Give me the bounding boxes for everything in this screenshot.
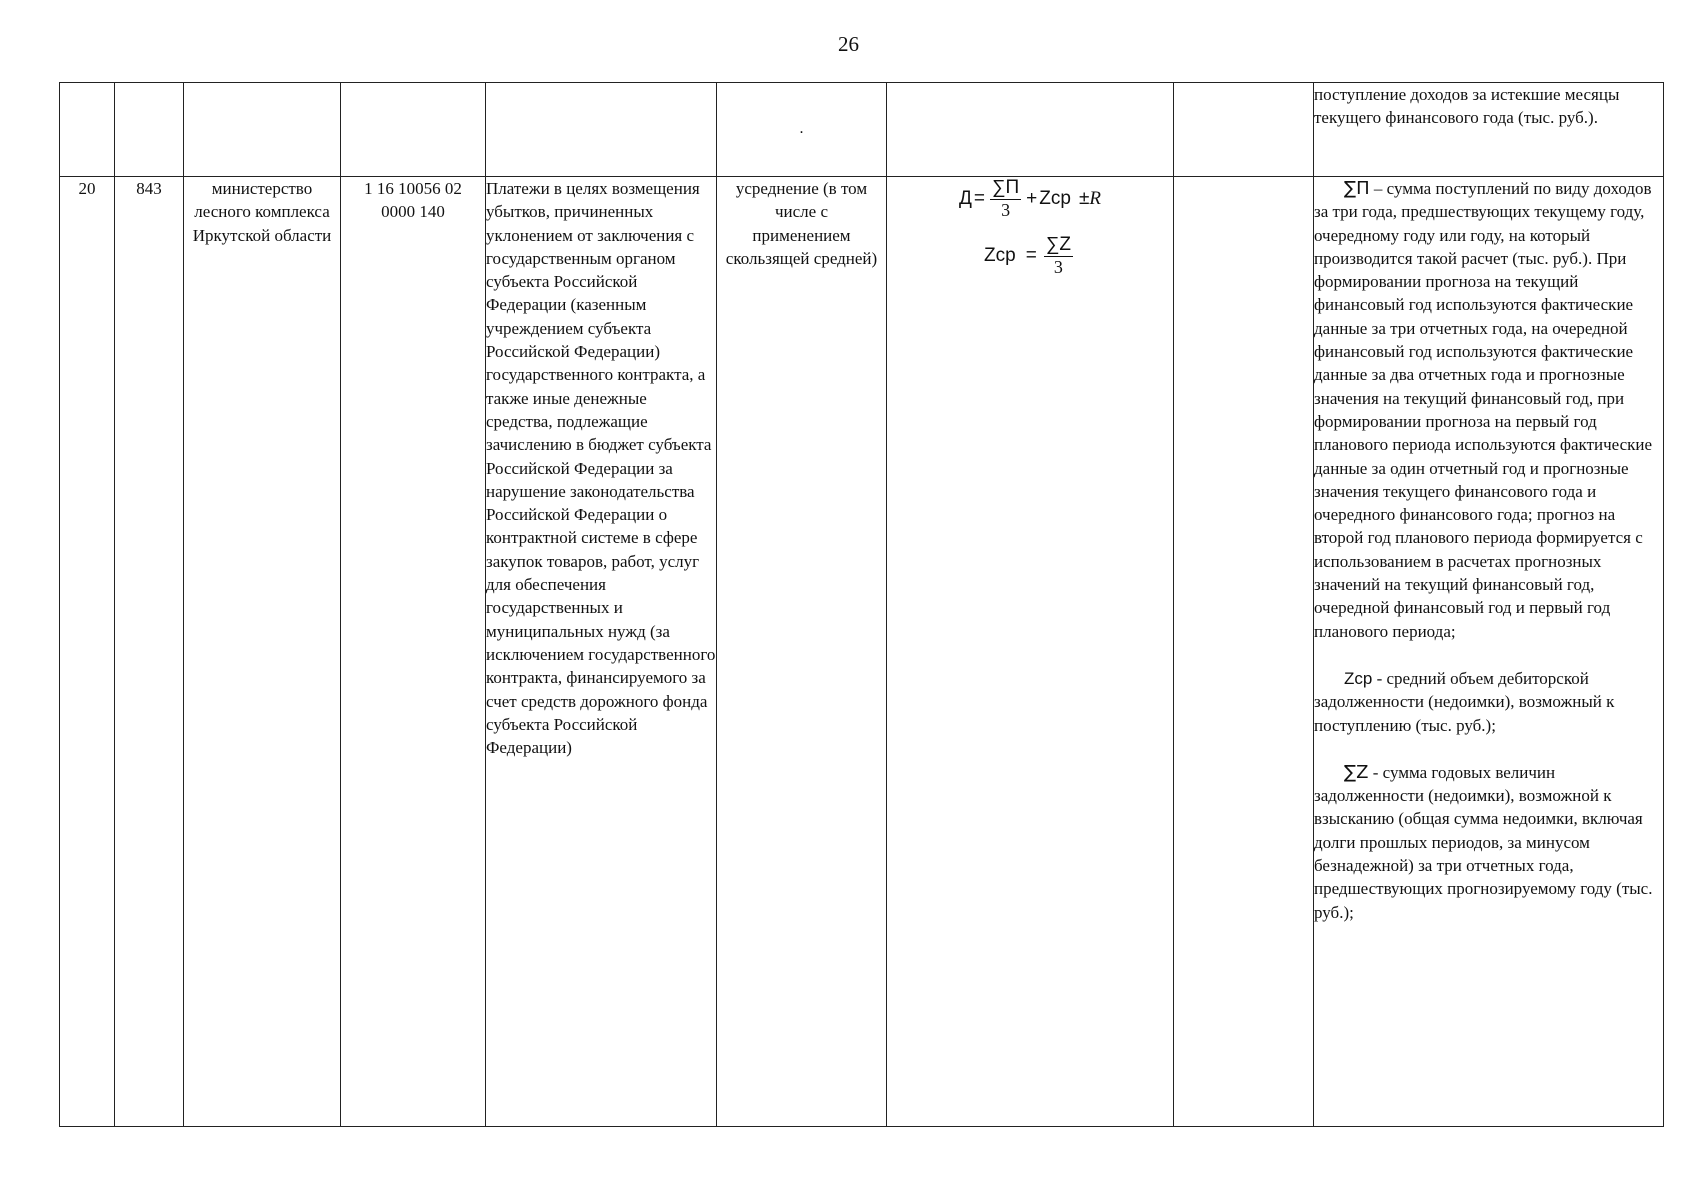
note-zcp-text: - средний объем дебиторской задолженности (недоимки), возможный к поступлению (тыс. руб.);	[1314, 668, 1615, 735]
cell-kbk	[341, 177, 486, 1127]
cell-empty	[60, 83, 115, 177]
formula-eq2: =	[1025, 244, 1037, 266]
stray-dot: .	[799, 120, 804, 137]
note-sum-p-symbol: ∑П	[1344, 178, 1370, 199]
cell-row-number	[60, 177, 115, 1127]
admin-code: 843	[136, 179, 162, 198]
revenue-forecast-table	[59, 82, 1664, 1127]
row-number: 20	[78, 179, 96, 198]
note-zcp	[1314, 667, 1663, 737]
formula-sum-p: ∑П	[991, 177, 1020, 198]
cell-dot	[717, 83, 887, 177]
formula-div2: 3	[1053, 257, 1063, 277]
cell-empty	[184, 83, 341, 177]
note-continuation-text: поступление доходов за истекшие месяцы текущего финансового года (тыс. руб.).	[1314, 85, 1620, 128]
formula-block	[959, 177, 1101, 277]
cell-empty	[115, 83, 184, 177]
cell-admin-code	[115, 177, 184, 1127]
cell-administrator	[184, 177, 341, 1127]
note-sum-z-symbol: ∑Z	[1344, 761, 1369, 783]
cell-notes	[1314, 177, 1664, 1127]
cell-empty	[887, 83, 1174, 177]
table-row-20	[60, 177, 1664, 1127]
kbk-code: 1 16 10056 02 0000 140	[364, 179, 462, 222]
formula-fraction-z	[1044, 234, 1073, 277]
cell-empty	[1174, 177, 1314, 1127]
note-sum-z-text: - сумма годовых величин задолженности (недоимки), возможной к взысканию (общая сумма недоимки, включая долги прошлых периодов, за минусом безнадежной) за три отчетных года, предшествующих прогнозируемому году (тыс. руб.);	[1314, 762, 1653, 922]
calc-method: усреднение (в том числе с применением скользящей средней)	[725, 179, 878, 268]
cell-note-continuation	[1314, 83, 1664, 177]
formula-sum-z: ∑Z	[1045, 234, 1071, 255]
note-zcp-symbol: Zср	[1344, 668, 1373, 688]
formula-plus: +	[1026, 187, 1038, 209]
formula-fraction-p	[990, 177, 1021, 220]
table-row-continuation	[60, 83, 1664, 177]
formula-eq: =	[973, 187, 985, 209]
cell-empty	[1174, 83, 1314, 177]
cell-empty	[341, 83, 486, 177]
cell-empty	[486, 83, 717, 177]
formula-r: R	[1089, 187, 1102, 209]
revenue-description: Платежи в целях возмещения убытков, причиненных уклонением от заключения с государственным органом субъекта Российской Федерации (казенным учреждением субъекта Российской Федерации) государственного контракта, а также иные денежные средства, подлежащие зачислению в бюджет субъекта Российской Федерации за нарушение законодательства Российской Федерации о контрактной системе в сфере закупок товаров, работ, услуг для обеспечения государственных и муниципальных нужд (за исключением государственного контракта, финансируемого за счет средств дорожного фонда субъекта Российской Федерации)	[486, 179, 716, 758]
formula-zcp: Zср	[1039, 187, 1071, 209]
formula-zcp-def	[959, 234, 1101, 277]
formula-lhs: Д	[958, 187, 972, 209]
note-sum-z	[1314, 761, 1663, 924]
formula-zcp-lhs: Zср	[984, 244, 1016, 266]
formula-main	[959, 177, 1101, 220]
page-number: 26	[838, 32, 859, 56]
note-sum-p	[1314, 177, 1663, 643]
formula-div: 3	[1001, 200, 1011, 220]
cell-method	[717, 177, 887, 1127]
formula-pm: ±	[1078, 187, 1090, 209]
cell-description	[486, 177, 717, 1127]
administrator-name: министерство лесного комплекса Иркутской области	[192, 179, 332, 245]
cell-formula	[887, 177, 1174, 1127]
note-sum-p-text: – сумма поступлений по виду доходов за три года, предшествующих текущему году, очередному году или году, на который производится такой расчет (тыс. руб.). При формировании прогноза на текущий финансовый год используются фактические данные за три отчетных года, на очередной финансовый год используются фактические данные за два отчетных года и прогнозные значения на текущий финансовый год, при формировании прогноза на первый год планового периода используются фактические данные за один отчетный год и прогнозные значения текущего финансового года и очередного финансового года; прогноз на второй год планового периода формируется с использованием в расчетах прогнозных значений на текущий финансовый год, очередной финансовый год и первый год планового периода;	[1314, 179, 1653, 641]
